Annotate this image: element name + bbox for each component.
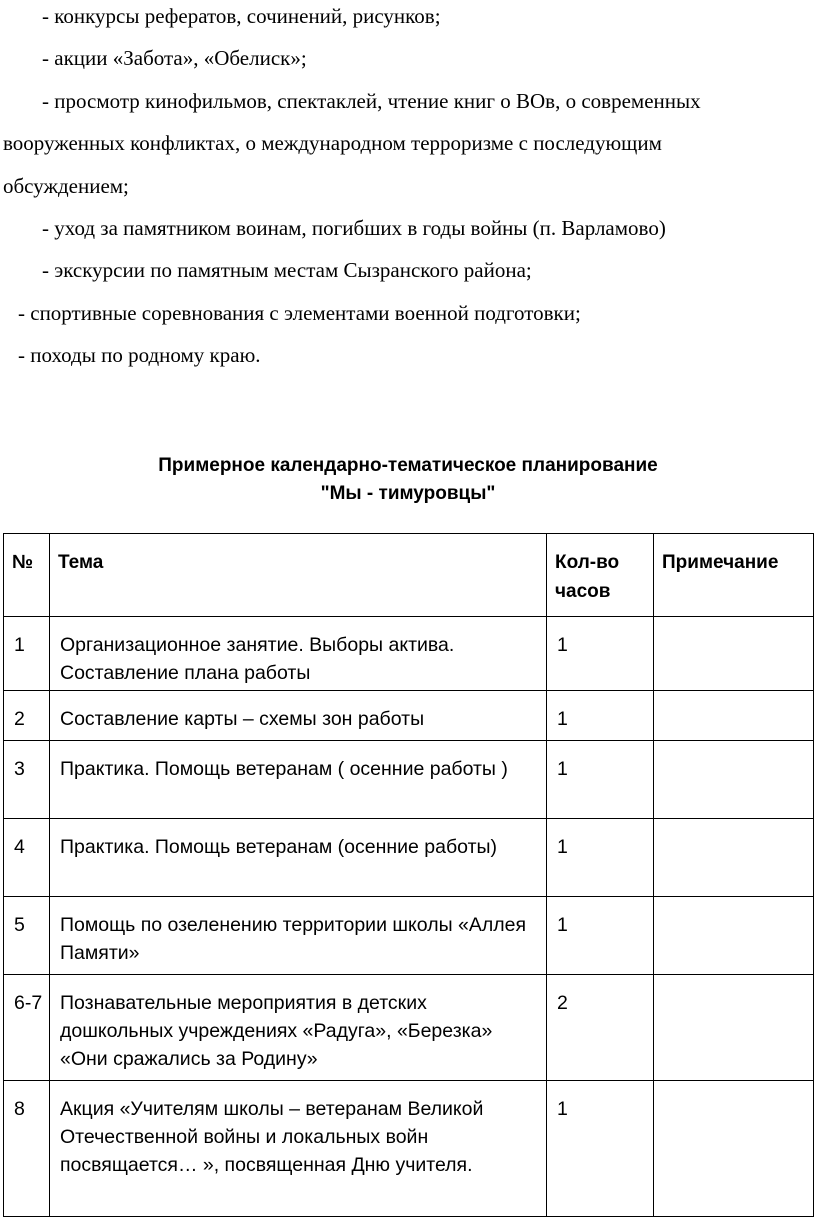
row-topic: Практика. Помощь ветеранам (осенние работы) xyxy=(60,836,498,858)
plan-subtitle: "Мы - тимуровцы" xyxy=(320,483,496,504)
row-hours: 2 xyxy=(557,992,568,1014)
row-hours: 1 xyxy=(557,634,568,656)
plan-title: Примерное календарно-тематическое планирование xyxy=(158,455,658,476)
row-topic: Составление карты – схемы зон работы xyxy=(60,708,425,730)
row-hours: 1 xyxy=(557,758,568,780)
list-item-continuation: вооруженных конфликтах, о международном терроризме с последующим xyxy=(3,131,662,155)
row-note xyxy=(654,897,813,911)
plan-table xyxy=(3,533,814,1217)
header-hours-line1: Кол-во xyxy=(555,552,620,573)
row-topic: Помощь по озеленению территории школы «Аллея Памяти» xyxy=(60,914,527,964)
row-topic: Практика. Помощь ветеранам ( осенние работы ) xyxy=(60,758,508,780)
list-item: - спортивные соревнования с элементами военной подготовки; xyxy=(18,301,581,325)
row-note xyxy=(654,819,813,833)
header-topic: Тема xyxy=(50,534,547,617)
list-item: - просмотр кинофильмов, спектаклей, чтение книг о ВОв, о современных xyxy=(42,89,701,113)
row-num: 4 xyxy=(14,836,25,858)
table-row xyxy=(4,819,814,897)
list-item: - экскурсии по памятным местам Сызранского района; xyxy=(42,258,532,282)
table-row xyxy=(4,1081,814,1217)
row-num: 2 xyxy=(14,708,25,730)
row-num: 1 xyxy=(14,634,25,656)
table-row xyxy=(4,617,814,691)
row-note xyxy=(654,975,813,989)
table-header-row xyxy=(4,534,814,617)
row-hours: 1 xyxy=(557,1098,568,1120)
row-note xyxy=(654,741,813,755)
header-note: Примечание xyxy=(654,534,814,617)
row-num: 6-7 xyxy=(14,992,43,1014)
header-num: № xyxy=(4,534,50,617)
list-item: - походы по родному краю. xyxy=(18,343,261,367)
row-hours: 1 xyxy=(557,914,568,936)
table-row xyxy=(4,741,814,819)
list-item: - конкурсы рефератов, сочинений, рисунков; xyxy=(42,4,441,28)
row-note xyxy=(654,691,813,705)
header-hours xyxy=(547,534,654,617)
row-note xyxy=(654,1081,813,1095)
row-note xyxy=(654,617,813,631)
table-row xyxy=(4,691,814,741)
table-row xyxy=(4,897,814,975)
row-topic: Акция «Учителям школы – ветеранам Великой Отечественной войны и локальных войн посвящается… », посвященная Дню учителя. xyxy=(60,1098,484,1176)
row-hours: 1 xyxy=(557,836,568,858)
row-num: 3 xyxy=(14,758,25,780)
row-topic: Организационное занятие. Выборы актива. Составление плана работы xyxy=(60,634,455,684)
list-item: - акции «Забота», «Обелиск»; xyxy=(42,46,307,70)
table-row xyxy=(4,975,814,1081)
header-hours-line2: часов xyxy=(555,581,611,602)
row-num: 5 xyxy=(14,914,25,936)
list-item-continuation: обсуждением; xyxy=(3,174,129,198)
row-topic: Познавательные мероприятия в детских дошкольных учреждениях «Радуга», «Березка» «Они сражались за Родину» xyxy=(60,992,493,1070)
list-item: - уход за памятником воинам, погибших в годы войны (п. Варламово) xyxy=(42,216,666,240)
row-hours: 1 xyxy=(557,708,568,730)
row-num: 8 xyxy=(14,1098,25,1120)
